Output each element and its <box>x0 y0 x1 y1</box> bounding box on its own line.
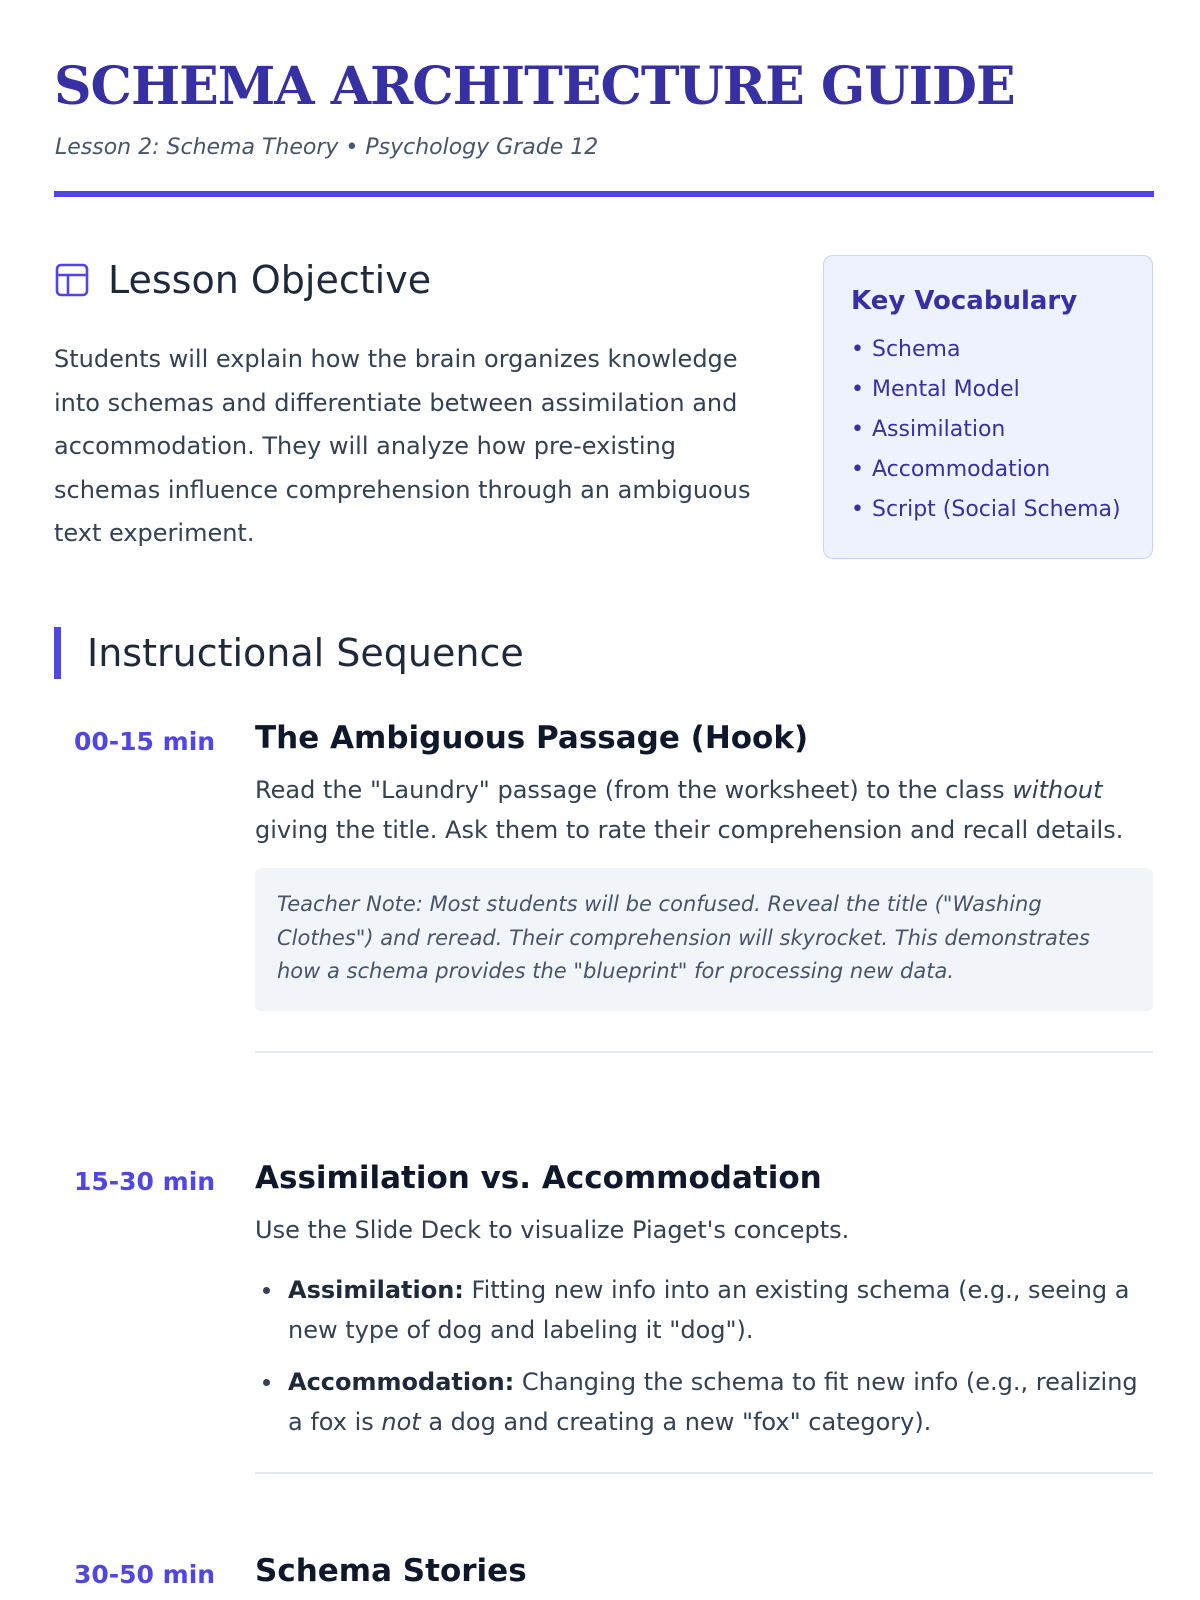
step-title: Schema Stories <box>255 1553 527 1589</box>
vocabulary-item: • Schema <box>851 337 961 362</box>
step-description: Use the Slide Deck to visualize Piaget's concepts. <box>255 1216 850 1244</box>
layout-icon <box>54 262 90 298</box>
step-time: 00-15 min <box>74 727 216 756</box>
step-block <box>255 720 1153 1053</box>
step-divider <box>255 1051 1153 1053</box>
step-title: The Ambiguous Passage (Hook) <box>255 720 809 756</box>
step-time: 15-30 min <box>74 1167 216 1196</box>
concept-item-assimilation: Assimilation: Fitting new info into an existing schema (e.g., seeing a new type of dog and labeling it "dog"). <box>255 1270 1153 1350</box>
step-title: Assimilation vs. Accommodation <box>255 1160 822 1196</box>
key-vocabulary-box <box>823 255 1153 559</box>
objective-title: Lesson Objective <box>108 258 432 302</box>
vocabulary-title: Key Vocabulary <box>851 286 1078 316</box>
step-block <box>255 1160 1153 1474</box>
vocabulary-list <box>851 330 1132 530</box>
teacher-note: Teacher Note: Most students will be confused. Reveal the title ("Washing Clothes") and reread. Their comprehension will skyrocket. This demonstrates how a schema provides the "blueprint" for processing new data. <box>255 868 1153 1011</box>
concept-item-accommodation: Accommodation: Changing the schema to fit new info (e.g., realizing a fox is not a dog and creating a new "fox" category). <box>255 1362 1153 1442</box>
header-divider <box>54 191 1154 197</box>
step-description: Read the "Laundry" passage (from the worksheet) to the class without giving the title. Ask them to rate their comprehension and recall details. <box>255 776 1124 844</box>
step-divider <box>255 1472 1153 1474</box>
vocabulary-item: • Mental Model <box>851 377 1020 402</box>
objective-text: Students will explain how the brain organizes knowledge into schemas and differentiate between assimilation and accommodation. They will analyze how pre-existing schemas influence comprehension through an ambiguous text experiment. <box>54 345 751 547</box>
bullet-dot <box>263 1287 270 1294</box>
vocabulary-item: • Assimilation <box>851 417 1006 442</box>
sequence-heading <box>54 627 524 679</box>
vocabulary-item: • Accommodation <box>851 457 1051 482</box>
page-title: SCHEMA ARCHITECTURE GUIDE <box>54 56 1015 117</box>
concept-list <box>255 1270 1153 1442</box>
section-accent-bar <box>54 627 61 679</box>
step-time: 30-50 min <box>74 1560 216 1589</box>
bullet-dot <box>263 1379 270 1386</box>
objective-heading <box>54 258 431 302</box>
page-subtitle: Lesson 2: Schema Theory • Psychology Grade 12 <box>55 135 599 160</box>
step-block <box>255 1553 1153 1589</box>
sequence-title: Instructional Sequence <box>87 631 524 675</box>
vocabulary-item: • Script (Social Schema) <box>851 497 1121 522</box>
